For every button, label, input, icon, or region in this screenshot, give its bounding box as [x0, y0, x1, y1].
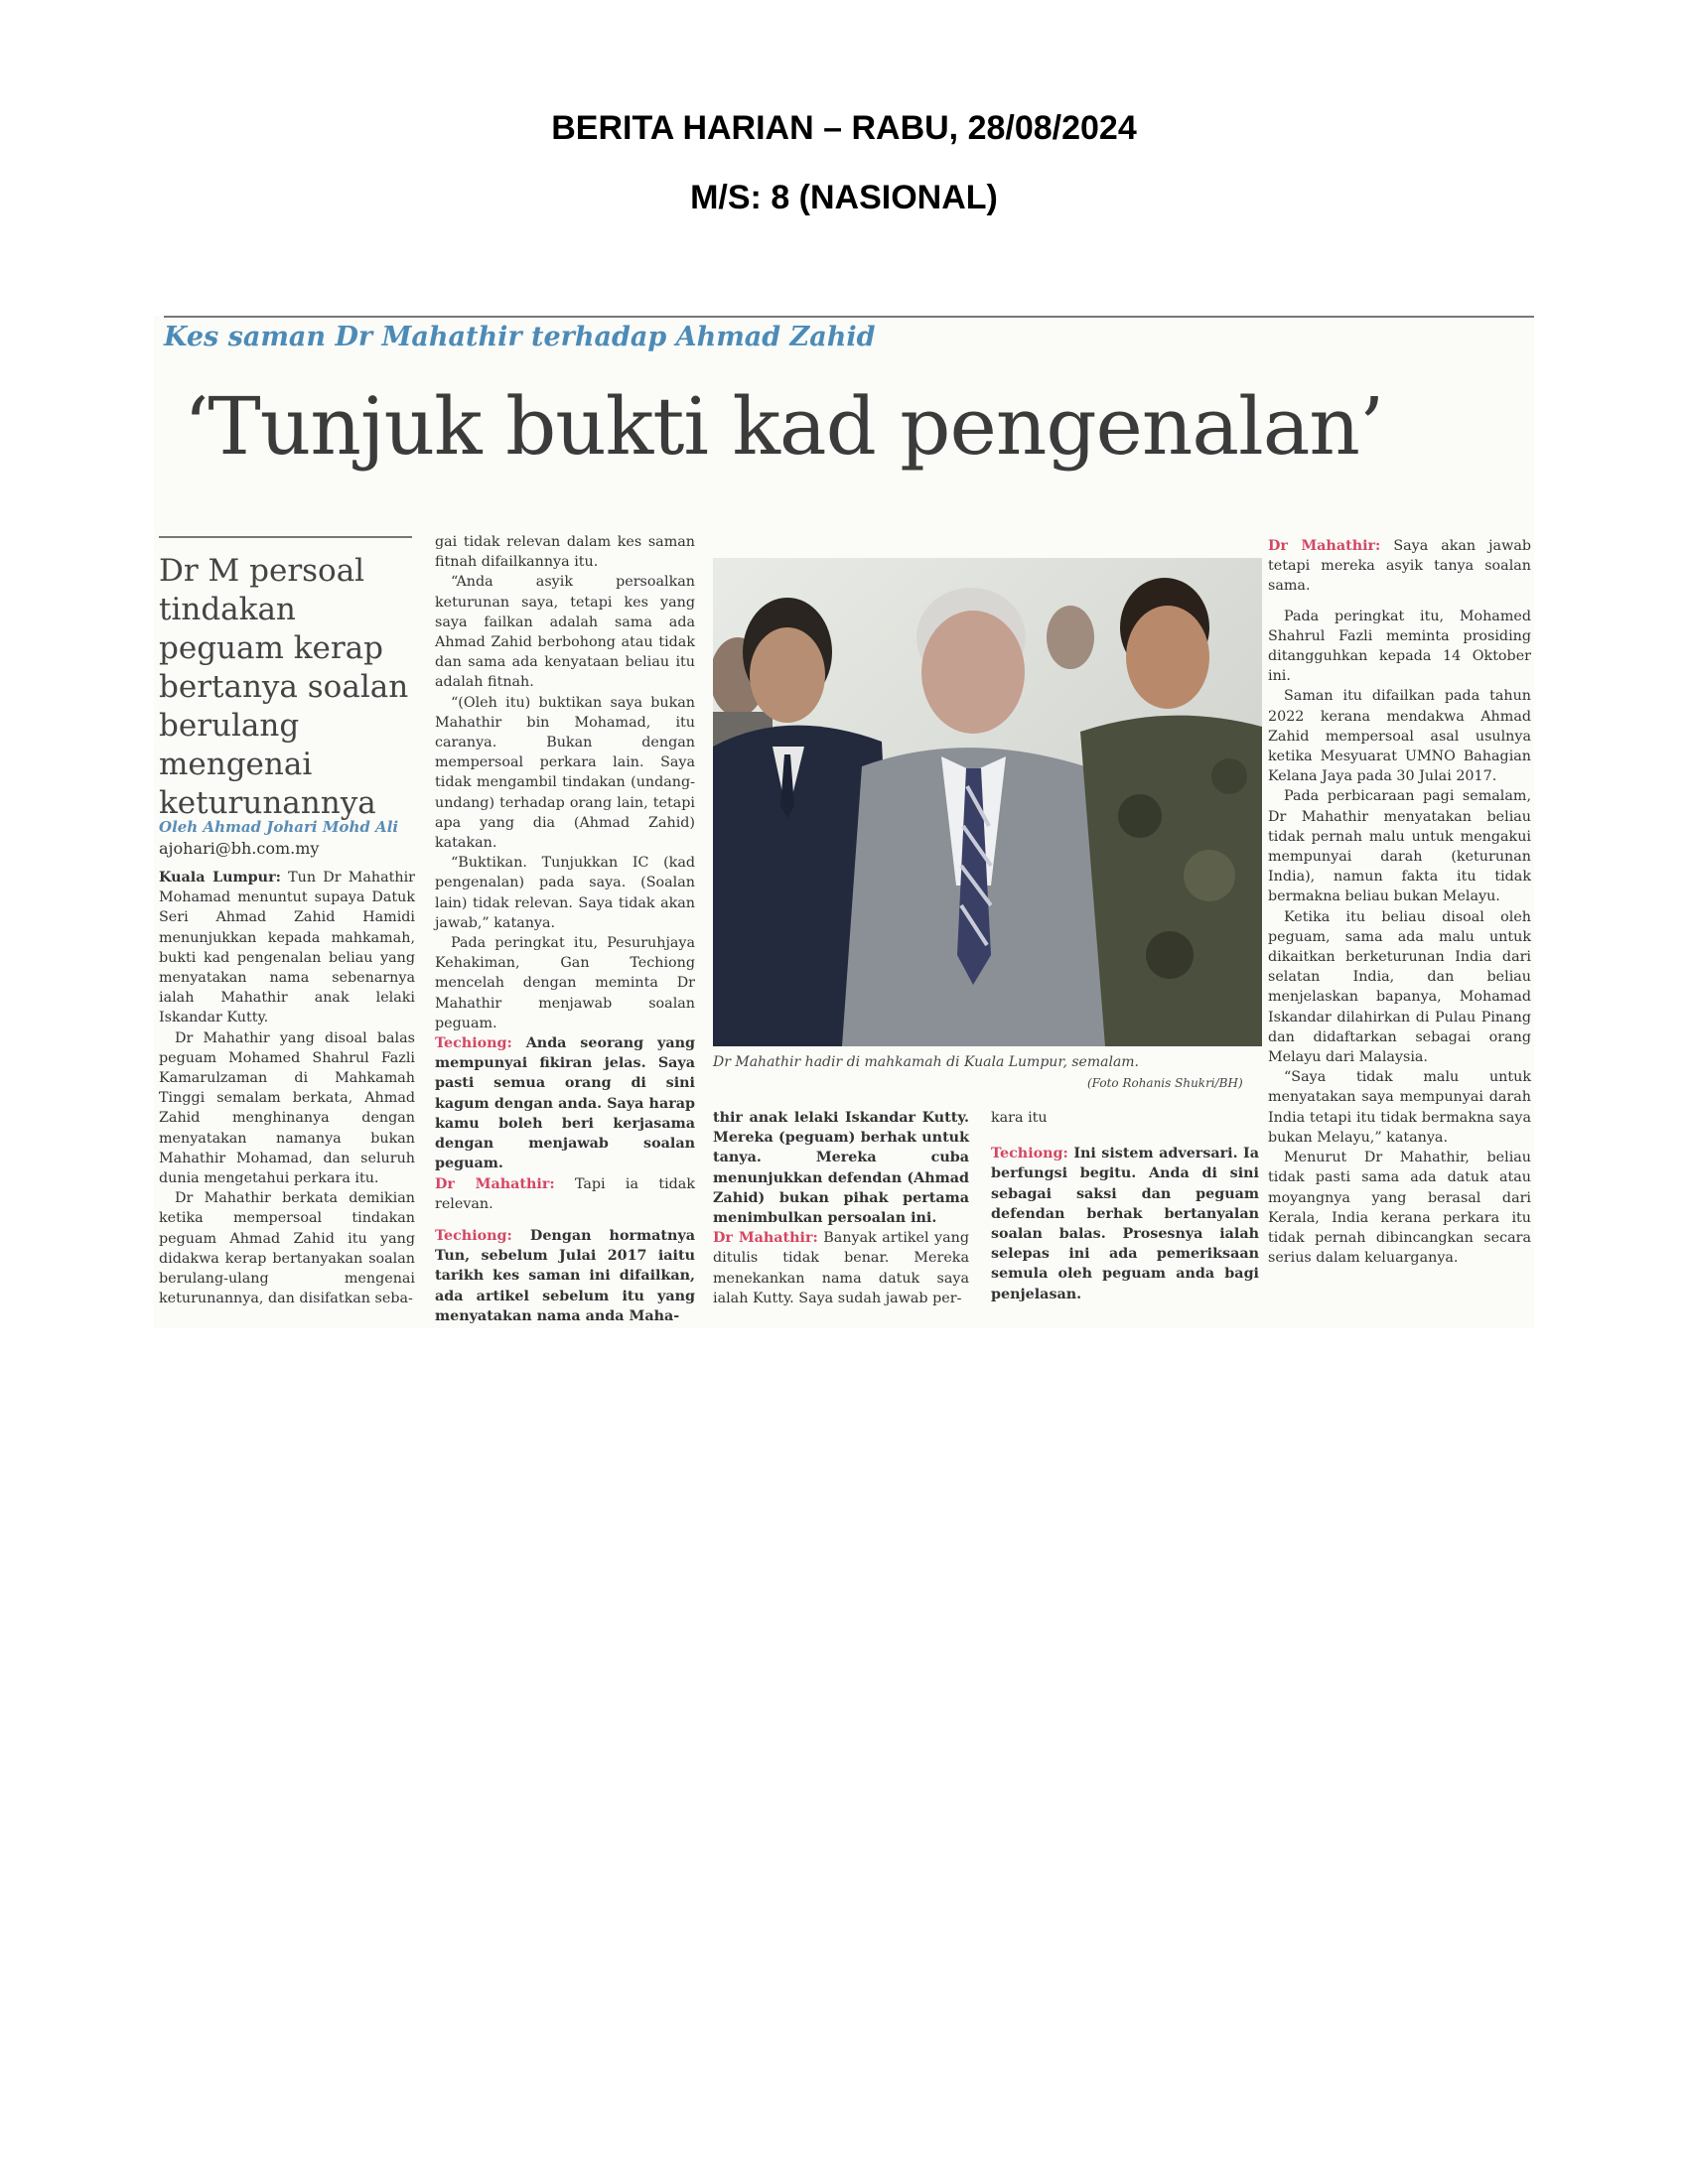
clipping-header-date: BERITA HARIAN – RABU, 28/08/2024 — [551, 109, 1137, 147]
paragraph: Pada perbicaraan pagi semalam, Dr Mahathir menyatakan beliau tidak pernah malu untuk mengakui mempunyai darah (keturunan India), namun fakta itu tidak bermakna beliau bukan Melayu. — [1268, 788, 1531, 905]
paragraph: “(Oleh itu) buktikan saya bukan Mahathir bin Mohamad, itu caranya. Bukan dengan mempersoal perkara lain. Saya tidak mengambil tindakan (undang-undang) terhadap orang lain, tetapi apa yang dia (Ahmad Zahid) katakan. — [435, 694, 695, 852]
paragraph: Menurut Dr Mahathir, beliau tidak pasti sama ada datuk atau moyangnya yang berasal dari Kerala, India kerana perkara itu tidak pernah dibincangkan secara serius dalam keluarganya. — [1268, 1150, 1531, 1267]
paragraph: Dr Mahathir berkata demikian ketika mempersoal tindakan peguam Ahmad Zahid itu yang didakwa kerap bertanyakan soalan berulang-ulang mengenai keturunannya, dan disifatkan seba- — [159, 1190, 415, 1307]
paragraph: “Buktikan. Tunjukkan IC (kad pengenalan) pada saya. (Soalan lain) tidak relevan. Saya tidak akan jawab,” katanya. — [435, 855, 695, 931]
paragraph: Pada peringkat itu, Pesuruhjaya Kehakiman, Gan Techiong mencelah dengan meminta Dr Mahathir menjawab soalan peguam. — [435, 935, 695, 1031]
column-4 — [991, 1108, 1259, 1304]
column-5 — [1268, 536, 1531, 1268]
qa-answer: Dr Mahathir: Tapi ia tidak relevan. — [435, 1175, 695, 1212]
news-clipping — [154, 316, 1534, 1328]
column-2 — [435, 532, 695, 1326]
column-3 — [713, 1108, 969, 1308]
news-photo — [713, 558, 1262, 1046]
paragraph: “Saya tidak malu untuk menyatakan saya mempunyai darah India tetapi itu tidak bermakna saya bukan Melayu,” katanya. — [1268, 1069, 1531, 1146]
qa-question: Techiong: Ini sistem adversari. Ia berfungsi begitu. Anda di sini sebagai saksi dan peguam defendan berhak bertanyalan soalan balas. Prosesnya ialah selepas ini ada pemeriksaan semula oleh peguam anda bagi penjelasan. — [991, 1146, 1259, 1302]
paragraph: Kuala Lumpur: Tun Dr Mahathir Mohamad menuntut supaya Datuk Seri Ahmad Zahid Hamidi menunjukkan kepada mahkamah, bukti kad pengenalan beliau yang menyatakan nama sebenarnya ialah Mahathir anak lelaki Iskandar Kutty. — [159, 870, 416, 1026]
qa-question-continued: thir anak lelaki Iskandar Kutty. Mereka (peguam) berhak untuk tanya. Mereka cuba menunjukkan defendan (Ahmad Zahid) bukan pihak pertama menimbulkan persoalan ini. — [713, 1110, 969, 1227]
photo-credit: (Foto Rohanis Shukri/BH) — [1087, 1076, 1243, 1090]
qa-question: Techiong: Dengan hormatnya Tun, sebelum Julai 2017 iaitu tarikh kes saman ini difailkan, ada artikel sebelum itu yang menyatakan nama anda Maha- — [435, 1227, 695, 1324]
speaker-label: Techiong: — [991, 1146, 1068, 1162]
qa-answer: Dr Mahathir: Banyak artikel yang ditulis tidak benar. Mereka menekankan nama datuk saya ialah Kutty. Saya sudah jawab per- — [713, 1230, 969, 1306]
speaker-label: Dr Mahathir: — [1268, 538, 1381, 554]
top-rule — [164, 316, 1534, 318]
dateline: Kuala Lumpur: — [159, 870, 281, 886]
standfirst: Dr M persoal tindakan peguam kerap bertanya soalan berulang mengenai keturunannya — [159, 553, 409, 821]
speaker-label: Techiong: — [435, 1227, 512, 1244]
speaker-label: Dr Mahathir: — [435, 1175, 555, 1192]
speaker-label: Techiong: — [435, 1035, 512, 1052]
clipping-header-page: M/S: 8 (NASIONAL) — [690, 179, 998, 216]
author-email: ajohari@bh.com.my — [159, 839, 320, 858]
paragraph: Dr Mahathir yang disoal balas peguam Mohamed Shahrul Fazli Kamarulzaman di Mahkamah Tinggi semalam berkata, Ahmad Zahid menghinanya dengan menyatakan namanya bukan Mahathir Mohamad, dan seluruh dunia mengetahui perkara itu. — [159, 1029, 415, 1187]
headline: ‘Tunjuk bukti kad pengenalan’ — [184, 380, 1384, 473]
qa-question: Techiong: Anda seorang yang mempunyai fikiran jelas. Saya pasti semua orang di sini kagum dengan anda. Saya harap kamu boleh beri kerjasama dengan menjawab soalan peguam. — [435, 1035, 695, 1172]
speaker-label: Dr Mahathir: — [713, 1230, 818, 1247]
courtroom-photo — [713, 558, 1262, 1046]
byline: Oleh Ahmad Johari Mohd Ali — [159, 818, 399, 836]
photo-caption: Dr Mahathir hadir di mahkamah di Kuala Lumpur, semalam. — [713, 1054, 1140, 1070]
column-1 — [159, 868, 415, 1308]
paragraph: gai tidak relevan dalam kes saman fitnah difailkannya itu. — [435, 534, 695, 571]
standfirst-rule — [159, 536, 412, 538]
kicker: Kes saman Dr Mahathir terhadap Ahmad Zahid — [164, 322, 876, 352]
paragraph: Pada peringkat itu, Mohamed Shahrul Fazli meminta prosiding ditangguhkan kepada 14 Oktober ini. — [1268, 608, 1531, 685]
paragraph: Ketika itu beliau disoal oleh peguam, sama ada malu untuk dikaitkan berketurunan India dari selatan India, dan beliau menjelaskan bapanya, Mohamad Iskandar dilahirkan di Pulau Pinang dan didaftarkan sebagai orang Melayu dari Malaysia. — [1268, 908, 1531, 1066]
qa-answer: Dr Mahathir: Saya akan jawab tetapi mereka asyik tanya soalan sama. — [1268, 538, 1531, 595]
paragraph: Saman itu difailkan pada tahun 2022 kerana mendakwa Ahmad Zahid mempersoal asal usulnya ketika Mesyuarat UMNO Bahagian Kelana Jaya pada 30 Julai 2017. — [1268, 688, 1531, 785]
qa-answer-continued: kara itu — [991, 1110, 1048, 1126]
paragraph: “Anda asyik persoalkan keturunan saya, tetapi kes yang saya failkan adalah sama ada Ahmad Zahid berbohong atau tidak dan sama ada kenyataan beliau itu adalah fitnah. — [435, 574, 695, 691]
